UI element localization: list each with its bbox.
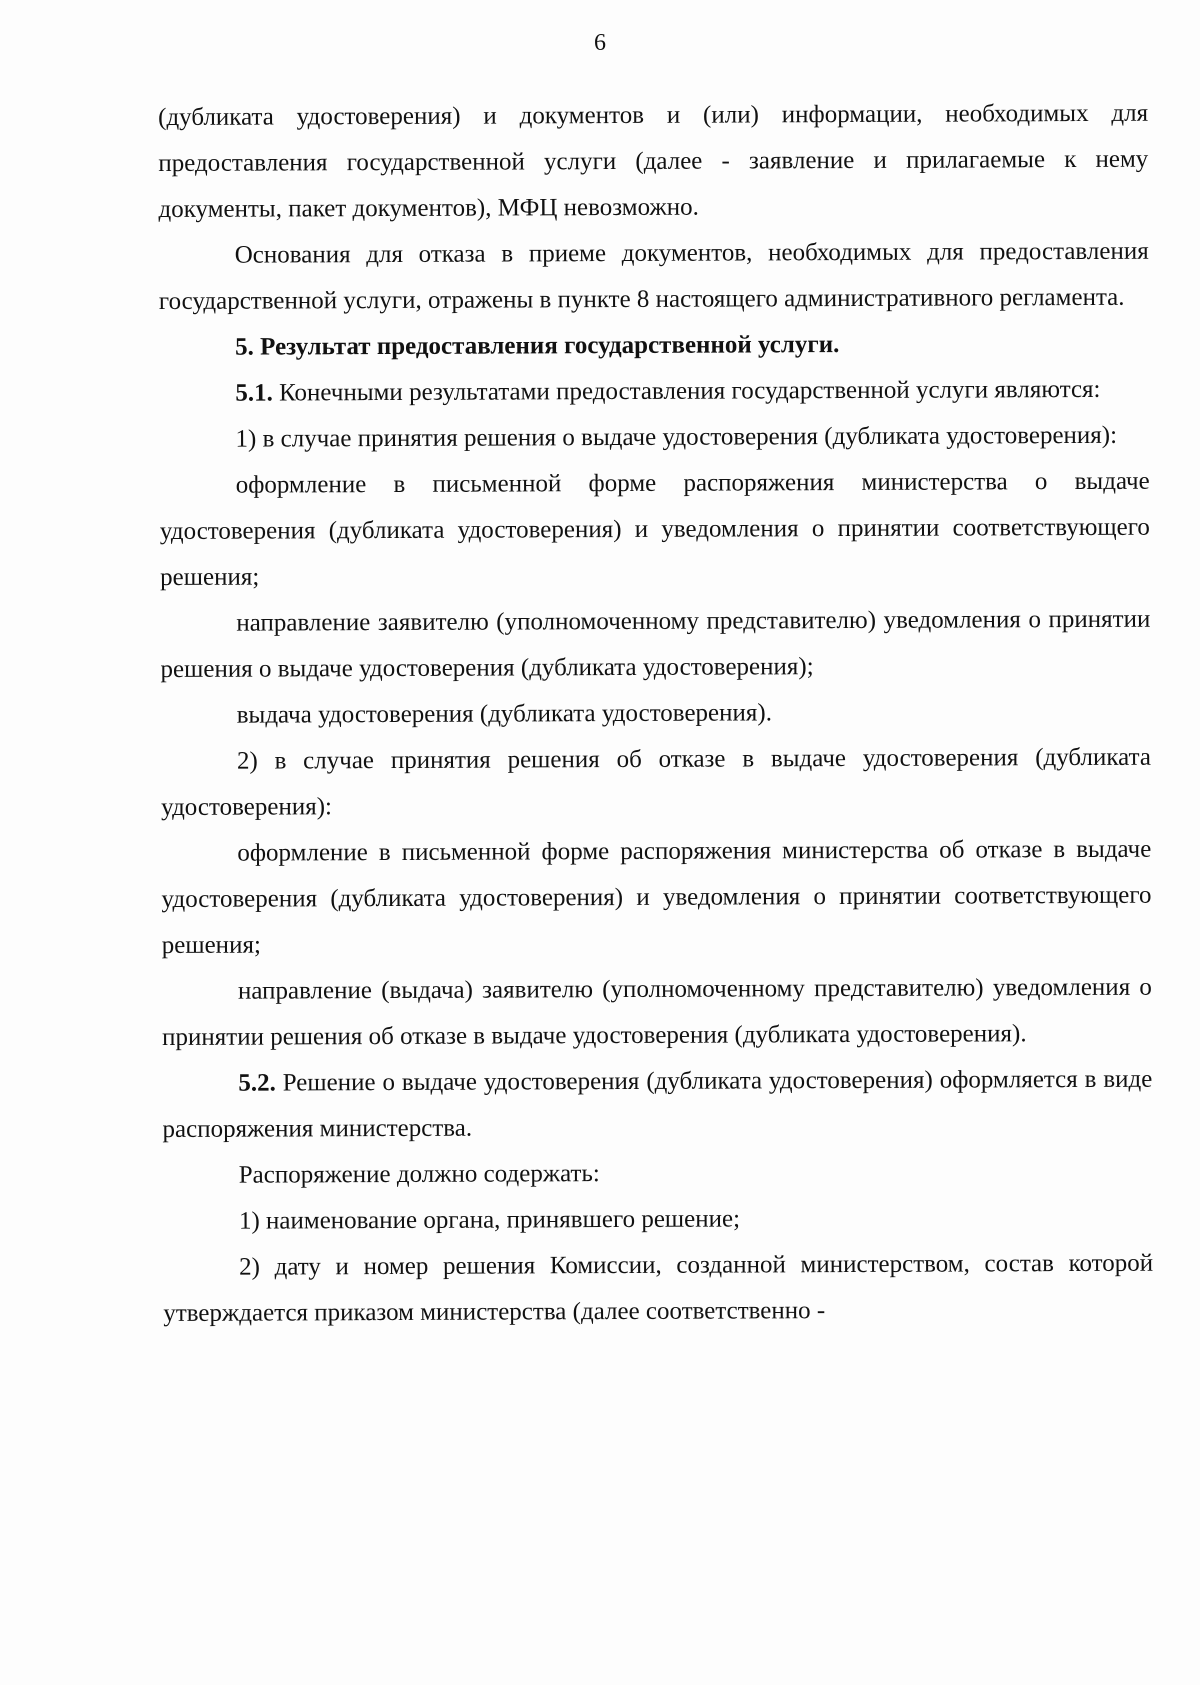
clause-number-5-1: 5.1.	[235, 379, 273, 407]
paragraph-order-contents: Распоряжение должно содержать:	[238, 1160, 600, 1189]
page-number: 6	[594, 30, 606, 56]
paragraph-refusal-grounds: Основания для отказа в приеме документов, необходимых для предоставления государственной услуги, отражены в пункте 8 настоящего административного регламента.	[158, 237, 1149, 315]
list-item-2-a: оформление в письменной форме распоряжения министерства об отказе в выдаче удостоверения (дубликата удостоверения) и уведомления о принятии соответствующего решения;	[161, 835, 1152, 959]
paragraph-continuation: (дубликата удостоверения) и документов и (или) информации, необходимых для предоставления государственной услуги (далее - заявление и прилагаемые к нему документы, пакет документов), МФЦ невозможно.	[158, 99, 1149, 223]
list-item-1-a: оформление в письменной форме распоряжения министерства о выдаче удостоверения (дубликата удостоверения) и уведомления о принятии соответствующего решения;	[159, 467, 1150, 591]
clause-text-5-2: Решение о выдаче удостоверения (дубликата удостоверения) оформляется в виде распоряжения министерства.	[162, 1065, 1153, 1143]
clause-number-5-2: 5.2.	[238, 1069, 276, 1097]
list-item-1-b: направление заявителю (уполномоченному представителю) уведомления о принятии решения о выдаче удостоверения (дубликата удостоверения);	[160, 605, 1151, 683]
paragraph-5-1	[159, 367, 1149, 417]
section-heading-5: 5. Результат предоставления государственной услуги.	[235, 331, 840, 361]
clause-text-5-1: Конечными результатами предоставления государственной услуги являются:	[272, 375, 1101, 407]
list-item-2: 2) в случае принятия решения об отказе в выдаче удостоверения (дубликата удостоверения):	[161, 743, 1151, 821]
document-body	[158, 91, 1153, 1337]
paragraph-5-2	[162, 1057, 1152, 1153]
list-item-2-b: направление (выдача) заявителю (уполномоченному представителю) уведомления о принятии решения об отказе в выдаче удостоверения (дубликата удостоверения).	[162, 973, 1152, 1051]
order-item-1: 1) наименование органа, принявшего решение;	[238, 1205, 741, 1235]
order-item-2: 2) дату и номер решения Комиссии, созданной министерством, состав которой утверждается приказом министерства (далее соответственно -	[163, 1249, 1154, 1327]
list-item-1: 1) в случае принятия решения о выдаче удостоверения (дубликата удостоверения):	[235, 421, 1118, 453]
list-item-1-c: выдача удостоверения (дубликата удостоверения).	[236, 699, 773, 729]
